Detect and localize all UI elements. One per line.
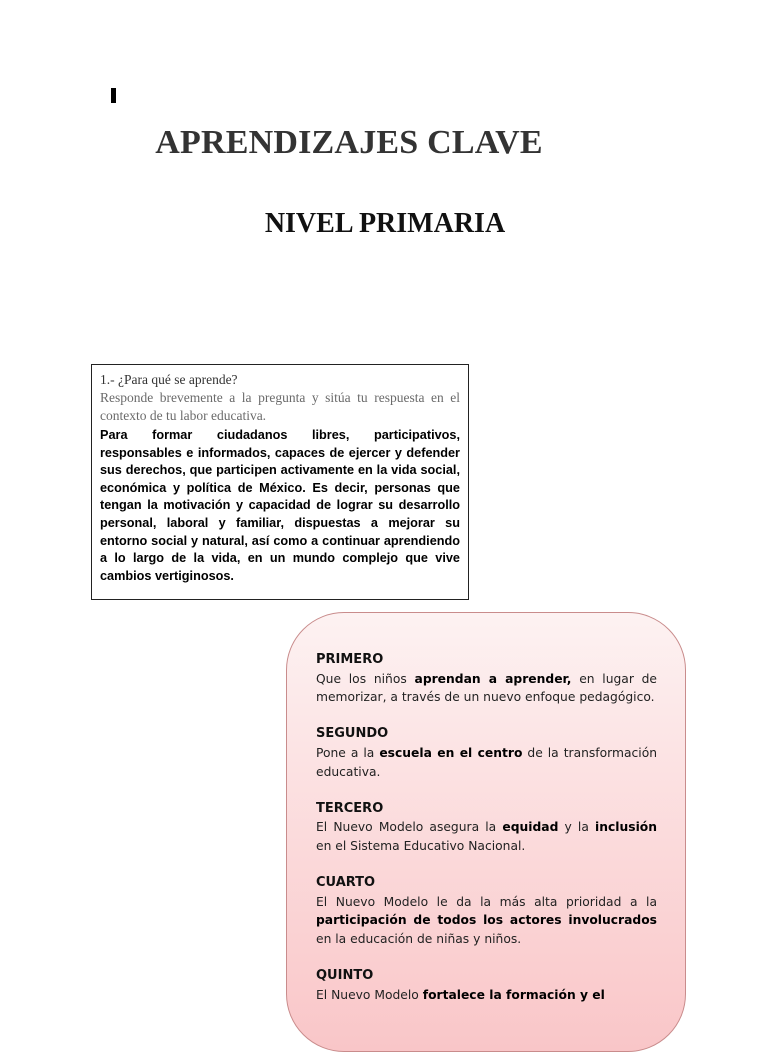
section-text: Que los niños — [316, 671, 415, 686]
section-text: en el Sistema Educativo Nacional. — [316, 839, 526, 854]
section-quinto — [316, 967, 657, 1004]
section-text: El Nuevo Modelo — [316, 987, 423, 1002]
section-heading: CUARTO — [316, 875, 376, 891]
section-body — [316, 818, 657, 855]
section-text: El Nuevo Modelo asegura la — [316, 820, 503, 835]
page-subtitle: NIVEL PRIMARIA — [264, 208, 506, 239]
section-text: de la transformación educativa. — [316, 745, 658, 779]
question-answer: Para formar ciudadanos libres, participativos, responsables e informados, capaces de ejercer y defender sus derechos, que participen activamente en la vida social, económica y política de México. Es decir, personas que tengan la motivación y capacidad de lograr su desarrollo personal, laboral y familiar, dispuestas a mejorar su entorno social y natural, así como a continuar aprendiendo a lo largo de la vida, en un mundo complejo que vive cambios vertiginosos. — [100, 428, 460, 583]
section-text: Pone a la — [316, 745, 380, 760]
question-instruction: Responde brevemente a la pregunta y sitúa tu respuesta en el contexto de tu labor educativa. — [100, 390, 460, 423]
section-body — [316, 744, 657, 781]
section-heading: SEGUNDO — [316, 726, 389, 742]
section-primero — [316, 651, 657, 707]
pillars-panel — [286, 612, 686, 1052]
section-text: El Nuevo Modelo le da la más alta prioridad a la — [316, 894, 657, 909]
section-emphasis: participación de todos los actores involucrados — [316, 913, 657, 928]
section-text: en lugar de memorizar, a través de un nuevo enfoque pedagógico. — [316, 671, 657, 705]
section-cuarto — [316, 874, 657, 949]
question-box — [91, 364, 469, 600]
section-heading: QUINTO — [316, 968, 374, 984]
section-tercero — [316, 800, 657, 856]
section-body — [316, 986, 657, 1005]
section-heading: TERCERO — [316, 800, 384, 816]
section-text: y la — [558, 820, 596, 835]
section-emphasis: fortalece la formación y el — [422, 987, 605, 1002]
section-heading: PRIMERO — [316, 652, 384, 667]
section-emphasis: equidad — [502, 820, 559, 835]
section-segundo — [316, 725, 657, 781]
question-text: 1.- ¿Para qué se aprende? — [100, 372, 238, 387]
section-text: en la educación de niñas y niños. — [316, 932, 522, 947]
page-title: APRENDIZAJES CLAVE — [155, 124, 543, 161]
section-emphasis: inclusión — [595, 820, 657, 835]
section-body — [316, 893, 657, 949]
section-emphasis: aprendan a aprender, — [414, 671, 572, 686]
text-cursor-mark — [111, 88, 116, 103]
section-emphasis: escuela en el centro — [379, 745, 523, 760]
section-body — [316, 670, 657, 707]
